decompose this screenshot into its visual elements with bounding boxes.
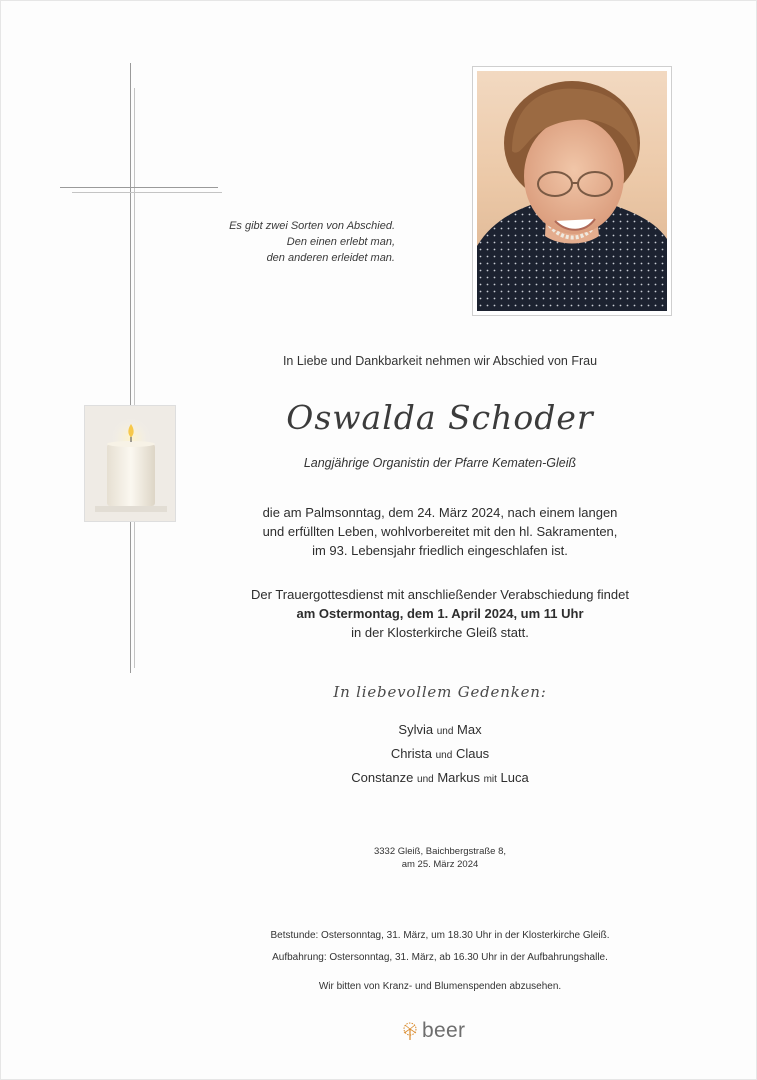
logo-text: beer [422, 1019, 466, 1042]
dandelion-icon [400, 1021, 420, 1041]
service-date: am Ostermontag, dem 1. April 2024, um 11 Uhr [296, 606, 584, 621]
portrait-photo [477, 71, 667, 311]
cross-vertical-line-shadow [134, 88, 135, 668]
quote-line-2: Den einen erlebt man, [286, 236, 395, 248]
family-name: Sylvia [398, 722, 434, 737]
passing-paragraph [220, 503, 660, 560]
family-name: Christa [390, 746, 432, 761]
candle-icon [85, 406, 176, 522]
address-date: am 25. März 2024 [401, 859, 479, 870]
passing-line-2: und erfüllten Leben, wohlvorbereitet mit den hl. Sakramenten, [262, 524, 618, 539]
family-name: Claus [455, 746, 490, 761]
passing-line-3: im 93. Lebensjahr friedlich eingeschlafen ist. [312, 543, 568, 558]
candle-card [84, 405, 176, 522]
family-conjunction: und [435, 750, 453, 761]
family-conjunction: und [417, 774, 434, 785]
intro-text: In Liebe und Dankbarkeit nehmen wir Abschied von Frau [282, 354, 598, 368]
beer-logo [400, 1016, 500, 1046]
quote [195, 218, 395, 266]
cross-vertical-line [130, 63, 131, 673]
portrait-illustration [477, 71, 667, 311]
address-block [280, 845, 600, 871]
family-row [240, 770, 640, 785]
family-conjunction: mit [483, 774, 497, 785]
family-name: Markus [437, 770, 480, 785]
service-location: in der Klosterkirche Gleiß statt. [351, 625, 529, 640]
family-name: Luca [500, 770, 529, 785]
family-conjunction: und [436, 726, 454, 737]
cross-horizontal-line-shadow [72, 192, 222, 193]
address-line: 3332 Gleiß, Baichbergstraße 8, [373, 846, 506, 857]
cross-horizontal-line [60, 187, 218, 188]
passing-line-1: die am Palmsonntag, dem 24. März 2024, nach einem langen [262, 505, 618, 520]
deceased-role: Langjährige Organistin der Pfarre Kematen-Gleiß [303, 456, 577, 470]
service-paragraph [220, 585, 660, 642]
prayer-info: Betstunde: Ostersonntag, 31. März, um 18.30 Uhr in der Klosterkirche Gleiß. [270, 930, 610, 941]
portrait-frame [472, 66, 672, 316]
family-row [240, 722, 640, 737]
family-row [240, 746, 640, 761]
deceased-name: Oswalda Schoder [286, 398, 594, 437]
flowers-note: Wir bitten von Kranz- und Blumenspenden abzusehen. [318, 981, 562, 992]
family-name: Max [457, 722, 482, 737]
quote-line-3: den anderen erleidet man. [266, 252, 395, 264]
quote-line-1: Es gibt zwei Sorten von Abschied. [229, 220, 395, 232]
memory-heading: In liebevollem Gedenken: [333, 683, 547, 701]
viewing-info: Aufbahrung: Ostersonntag, 31. März, ab 16.30 Uhr in der Aufbahrungshalle. [272, 952, 608, 963]
service-line-1: Der Trauergottesdienst mit anschließender Verabschiedung findet [251, 587, 629, 602]
family-name: Constanze [351, 770, 414, 785]
